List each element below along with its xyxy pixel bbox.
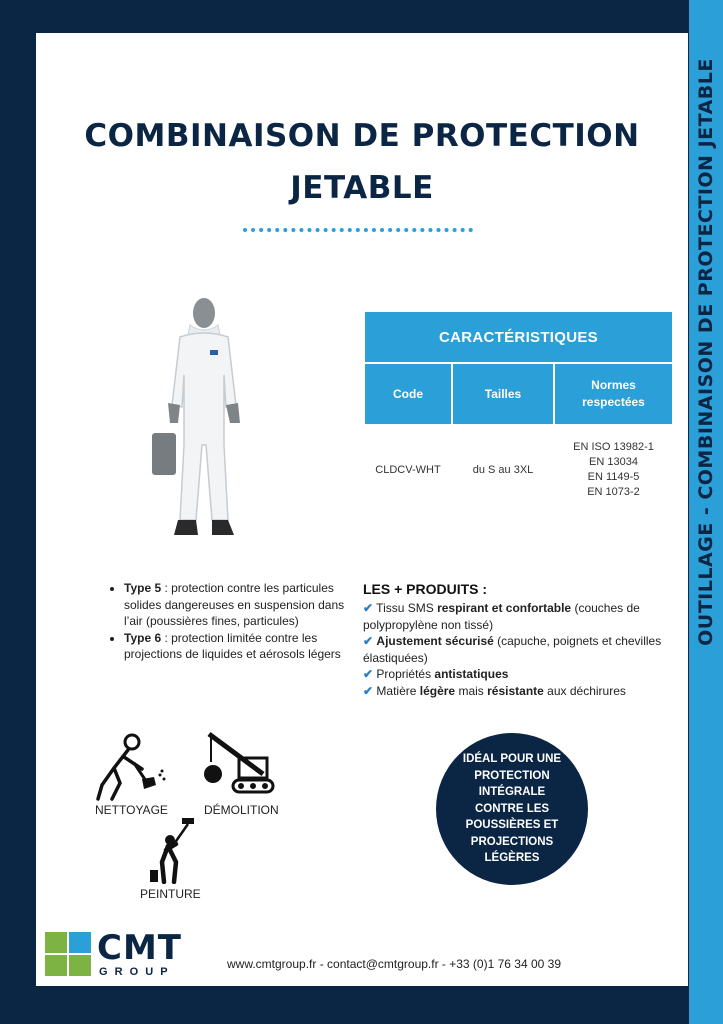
list-item: ✔ Matière légère mais résistante aux déchirures (363, 683, 626, 698)
badge-line: PROTECTION (474, 769, 550, 782)
logo-brand: CMT (97, 928, 182, 968)
cell-code: CLDCV-WHT (375, 463, 441, 476)
title-divider (243, 228, 473, 232)
type-text: : protection contre les particules solides dangereuses en suspension dans l’air (poussières fines, particules) (124, 581, 345, 628)
benefits-list (363, 600, 663, 699)
check-icon: ✔ (363, 634, 374, 648)
check-icon: ✔ (363, 667, 374, 681)
specs-table (363, 310, 674, 514)
norm-item: EN 13034 (589, 456, 638, 468)
logo-square (69, 932, 91, 953)
demolition-icon (203, 728, 275, 798)
coverall-product-image (140, 295, 260, 545)
list-item (124, 580, 364, 630)
norm-item: EN ISO 13982-1 (573, 441, 654, 453)
painting-icon (148, 816, 198, 884)
logo-square (69, 955, 91, 976)
use-label-demolition: DÉMOLITION (204, 803, 279, 817)
logo-square (45, 955, 67, 976)
badge-line: LÉGÈRES (484, 852, 540, 865)
badge-line: CONTRE LES (474, 802, 550, 815)
norm-item: EN 1073-2 (587, 486, 640, 498)
type-label: Type 6 (124, 630, 162, 645)
norm-item: EN 1149-5 (587, 471, 640, 483)
badge-line: POUSSIÈRES ET (465, 819, 559, 832)
type-label: Type 5 (124, 581, 162, 595)
list-item: ✔ Tissu SMS respirant et confortable (couches de polypropylène non tissé) (363, 601, 640, 632)
type-text: : protection limitée contre les projections de liquides et aérosols légers (124, 630, 341, 661)
col-code-header: Code (364, 363, 452, 425)
logo-square (45, 932, 67, 953)
list-item (124, 630, 364, 663)
check-icon: ✔ (363, 601, 374, 615)
col-sizes-header: Tailles (452, 363, 554, 425)
side-banner-text: OUTILLAGE - COMBINAISON DE PROTECTION JETABLE (695, 58, 717, 646)
cmt-logo (45, 928, 190, 980)
footer-contact: www.cmtgroup.fr - contact@cmtgroup.fr - +33 (0)1 76 34 00 39 (227, 957, 561, 971)
use-label-cleaning: NETTOYAGE (95, 803, 168, 817)
list-item: ✔ Propriétés antistatiques (363, 667, 509, 681)
list-item: ✔ Ajustement sécurisé (capuche, poignets et chevilles élastiquées) (363, 634, 662, 665)
badge-line: IDÉAL POUR UNE (462, 753, 562, 766)
specs-heading: CARACTÉRISTIQUES (364, 311, 673, 363)
badge-line: PROJECTIONS (470, 835, 554, 848)
ideal-badge (436, 733, 588, 885)
table-row (364, 425, 673, 514)
page-title (36, 110, 688, 214)
check-icon: ✔ (363, 683, 374, 698)
use-label-painting: PEINTURE (140, 887, 201, 901)
col-norms-line-1: Normes (591, 378, 636, 392)
cleaning-icon (94, 733, 169, 801)
col-norms-line-2: respectées (582, 395, 645, 409)
title-line-1: COMBINAISON DE PROTECTION (84, 118, 640, 154)
cell-norms (554, 425, 673, 514)
badge-line: INTÉGRALE (478, 786, 546, 799)
benefits-title: LES + PRODUITS : (363, 581, 488, 597)
col-norms-header (554, 363, 673, 425)
title-line-2: JETABLE (290, 170, 434, 206)
protection-types-list (108, 580, 364, 663)
logo-sub: G R O U P (99, 966, 170, 978)
cell-sizes: du S au 3XL (472, 463, 534, 476)
